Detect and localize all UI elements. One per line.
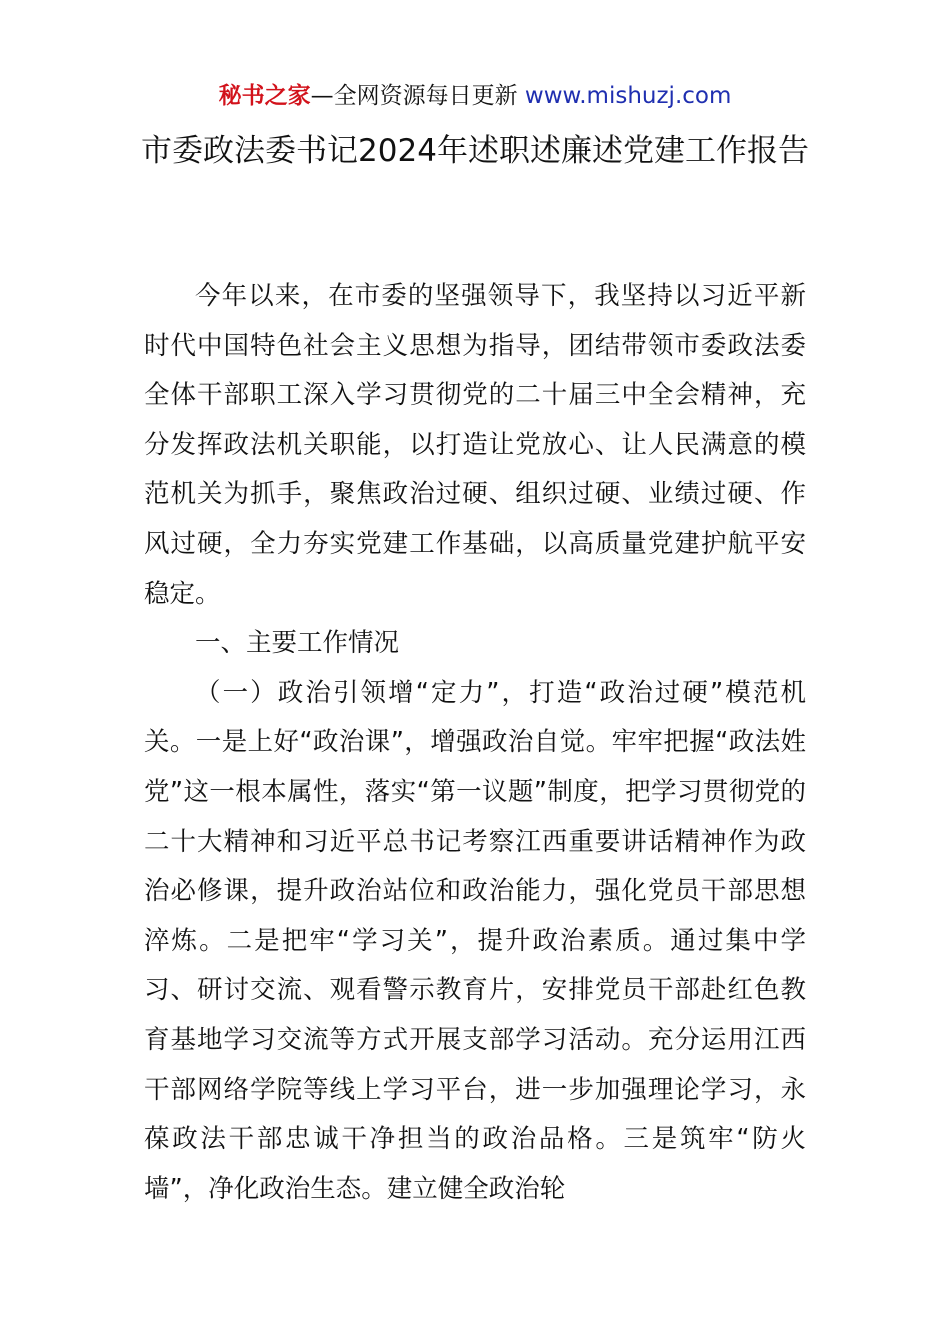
document-body <box>144 272 806 1214</box>
section-heading: 一、主要工作情况 <box>195 628 400 659</box>
document-title: 市委政法委书记2024年述职述廉述党建工作报告 <box>141 133 809 169</box>
site-url-link[interactable]: www.mishuzj.com <box>524 83 732 109</box>
site-tagline: —全网资源每日更新 <box>310 83 525 109</box>
intro-paragraph: 今年以来，在市委的坚强领导下，我坚持以习近平新时代中国特色社会主义思想为指导，团结带领市委政法委全体干部职工深入学习贯彻党的二十届三中全会精神，充分发挥政法机关职能，以打造让党放心、让人民满意的模范机关为抓手，聚焦政治过硬、组织过硬、业绩过硬、作风过硬，全力夯实党建工作基础，以高质量党建护航平安稳定。 <box>144 281 806 609</box>
site-header <box>0 80 950 112</box>
body-paragraph: （一）政治引领增“定力”，打造“政治过硬”模范机关。一是上好“政治课”，增强政治自觉。牢牢把握“政法姓党”这一根本属性，落实“第一议题”制度，把学习贯彻党的二十大精神和习近平总书记考察江西重要讲话精神作为政治必修课，提升政治站位和政治能力，强化党员干部思想淬炼。二是把牢“学习关”，提升政治素质。通过集中学习、研讨交流、观看警示教育片，安排党员干部赴红色教育基地学习交流等方式开展支部学习活动。充分运用江西干部网络学院等线上学习平台，进一步加强理论学习，永葆政法干部忠诚干净担当的政治品格。三是筑牢“防火墙”，净化政治生态。建立健全政治轮 <box>144 677 806 1204</box>
site-brand: 秘书之家 <box>218 83 311 109</box>
